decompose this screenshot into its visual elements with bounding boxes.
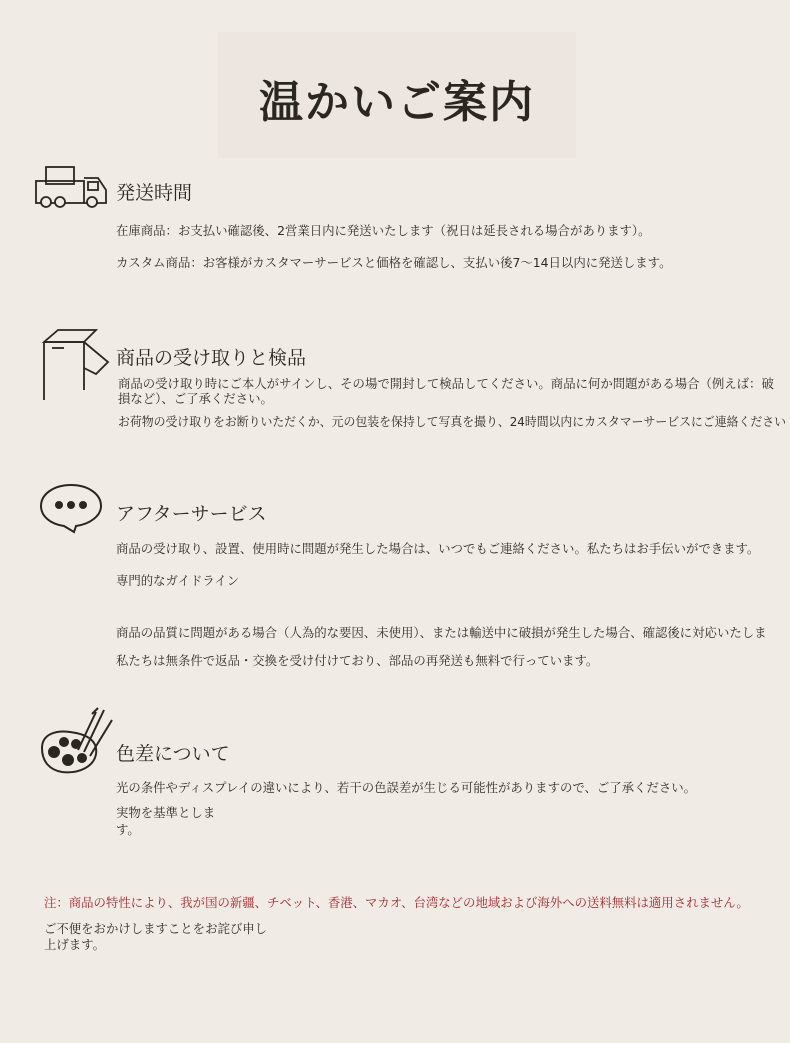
receipt-heading: 商品の受け取りと検品 xyxy=(116,347,307,369)
open-box-icon xyxy=(38,328,114,404)
apology-line-1: ご不便をおかけしますことをお詫び申し xyxy=(44,921,268,936)
shipping-heading: 発送時間 xyxy=(116,182,193,204)
after-service-line-2: 専門的なガイドライン xyxy=(116,573,240,588)
color-diff-line-1: 光の条件やディスプレイの違いにより、若干の色誤差が生じる可能性がありますので、ご了承ください。 xyxy=(116,780,697,795)
shipping-line-2: カスタム商品：お客様がカスタマーサービスと価格を確認し、支払い後7〜14日以内に発送します。 xyxy=(116,255,672,270)
after-service-line-4: 私たちは無条件で返品・交換を受け付けており、部品の再発送も無料で行っています。 xyxy=(116,653,599,668)
after-service-line-1: 商品の受け取り、設置、使用時に問題が発生した場合は、いつでもご連絡ください。私たちはお手伝いができます。 xyxy=(116,541,760,556)
shipping-exclusion-note: 注：商品の特性により、我が国の新疆、チベット、香港、マカオ、台湾などの地域および海外への送料無料は適用されません。 xyxy=(44,895,749,910)
shipping-line-1: 在庫商品：お支払い確認後、2営業日内に発送いたします（祝日は延長される場合があります）。 xyxy=(116,223,651,238)
receipt-line-2: 損など）、ご了承ください。 xyxy=(118,391,273,406)
after-service-line-3: 商品の品質に問題がある場合（人為的な要因、未使用）、または輸送中に破損が発生した場合、確認後に対応いたしま xyxy=(116,625,767,640)
apology-line-2: 上げます。 xyxy=(44,937,105,952)
chat-bubble-icon xyxy=(38,482,104,534)
title-banner xyxy=(218,32,576,158)
color-diff-heading: 色差について xyxy=(116,743,230,765)
page-title: 温かいご案内 xyxy=(259,77,535,128)
receipt-line-3: お荷物の受け取りをお断りいただくか、元の包装を保持して写真を撮り、24時間以内にカスタマーサービスにご連絡ください xyxy=(118,414,786,429)
after-service-heading: アフターサービス xyxy=(116,503,267,525)
palette-icon xyxy=(38,706,118,778)
receipt-line-1: 商品の受け取り時にご本人がサインし、その場で開封して検品してください。商品に何か問題がある場合（例えば：破 xyxy=(118,376,774,391)
truck-icon xyxy=(34,164,110,212)
color-diff-line-3: す。 xyxy=(116,822,140,837)
color-diff-line-2: 実物を基準としま xyxy=(116,805,216,820)
